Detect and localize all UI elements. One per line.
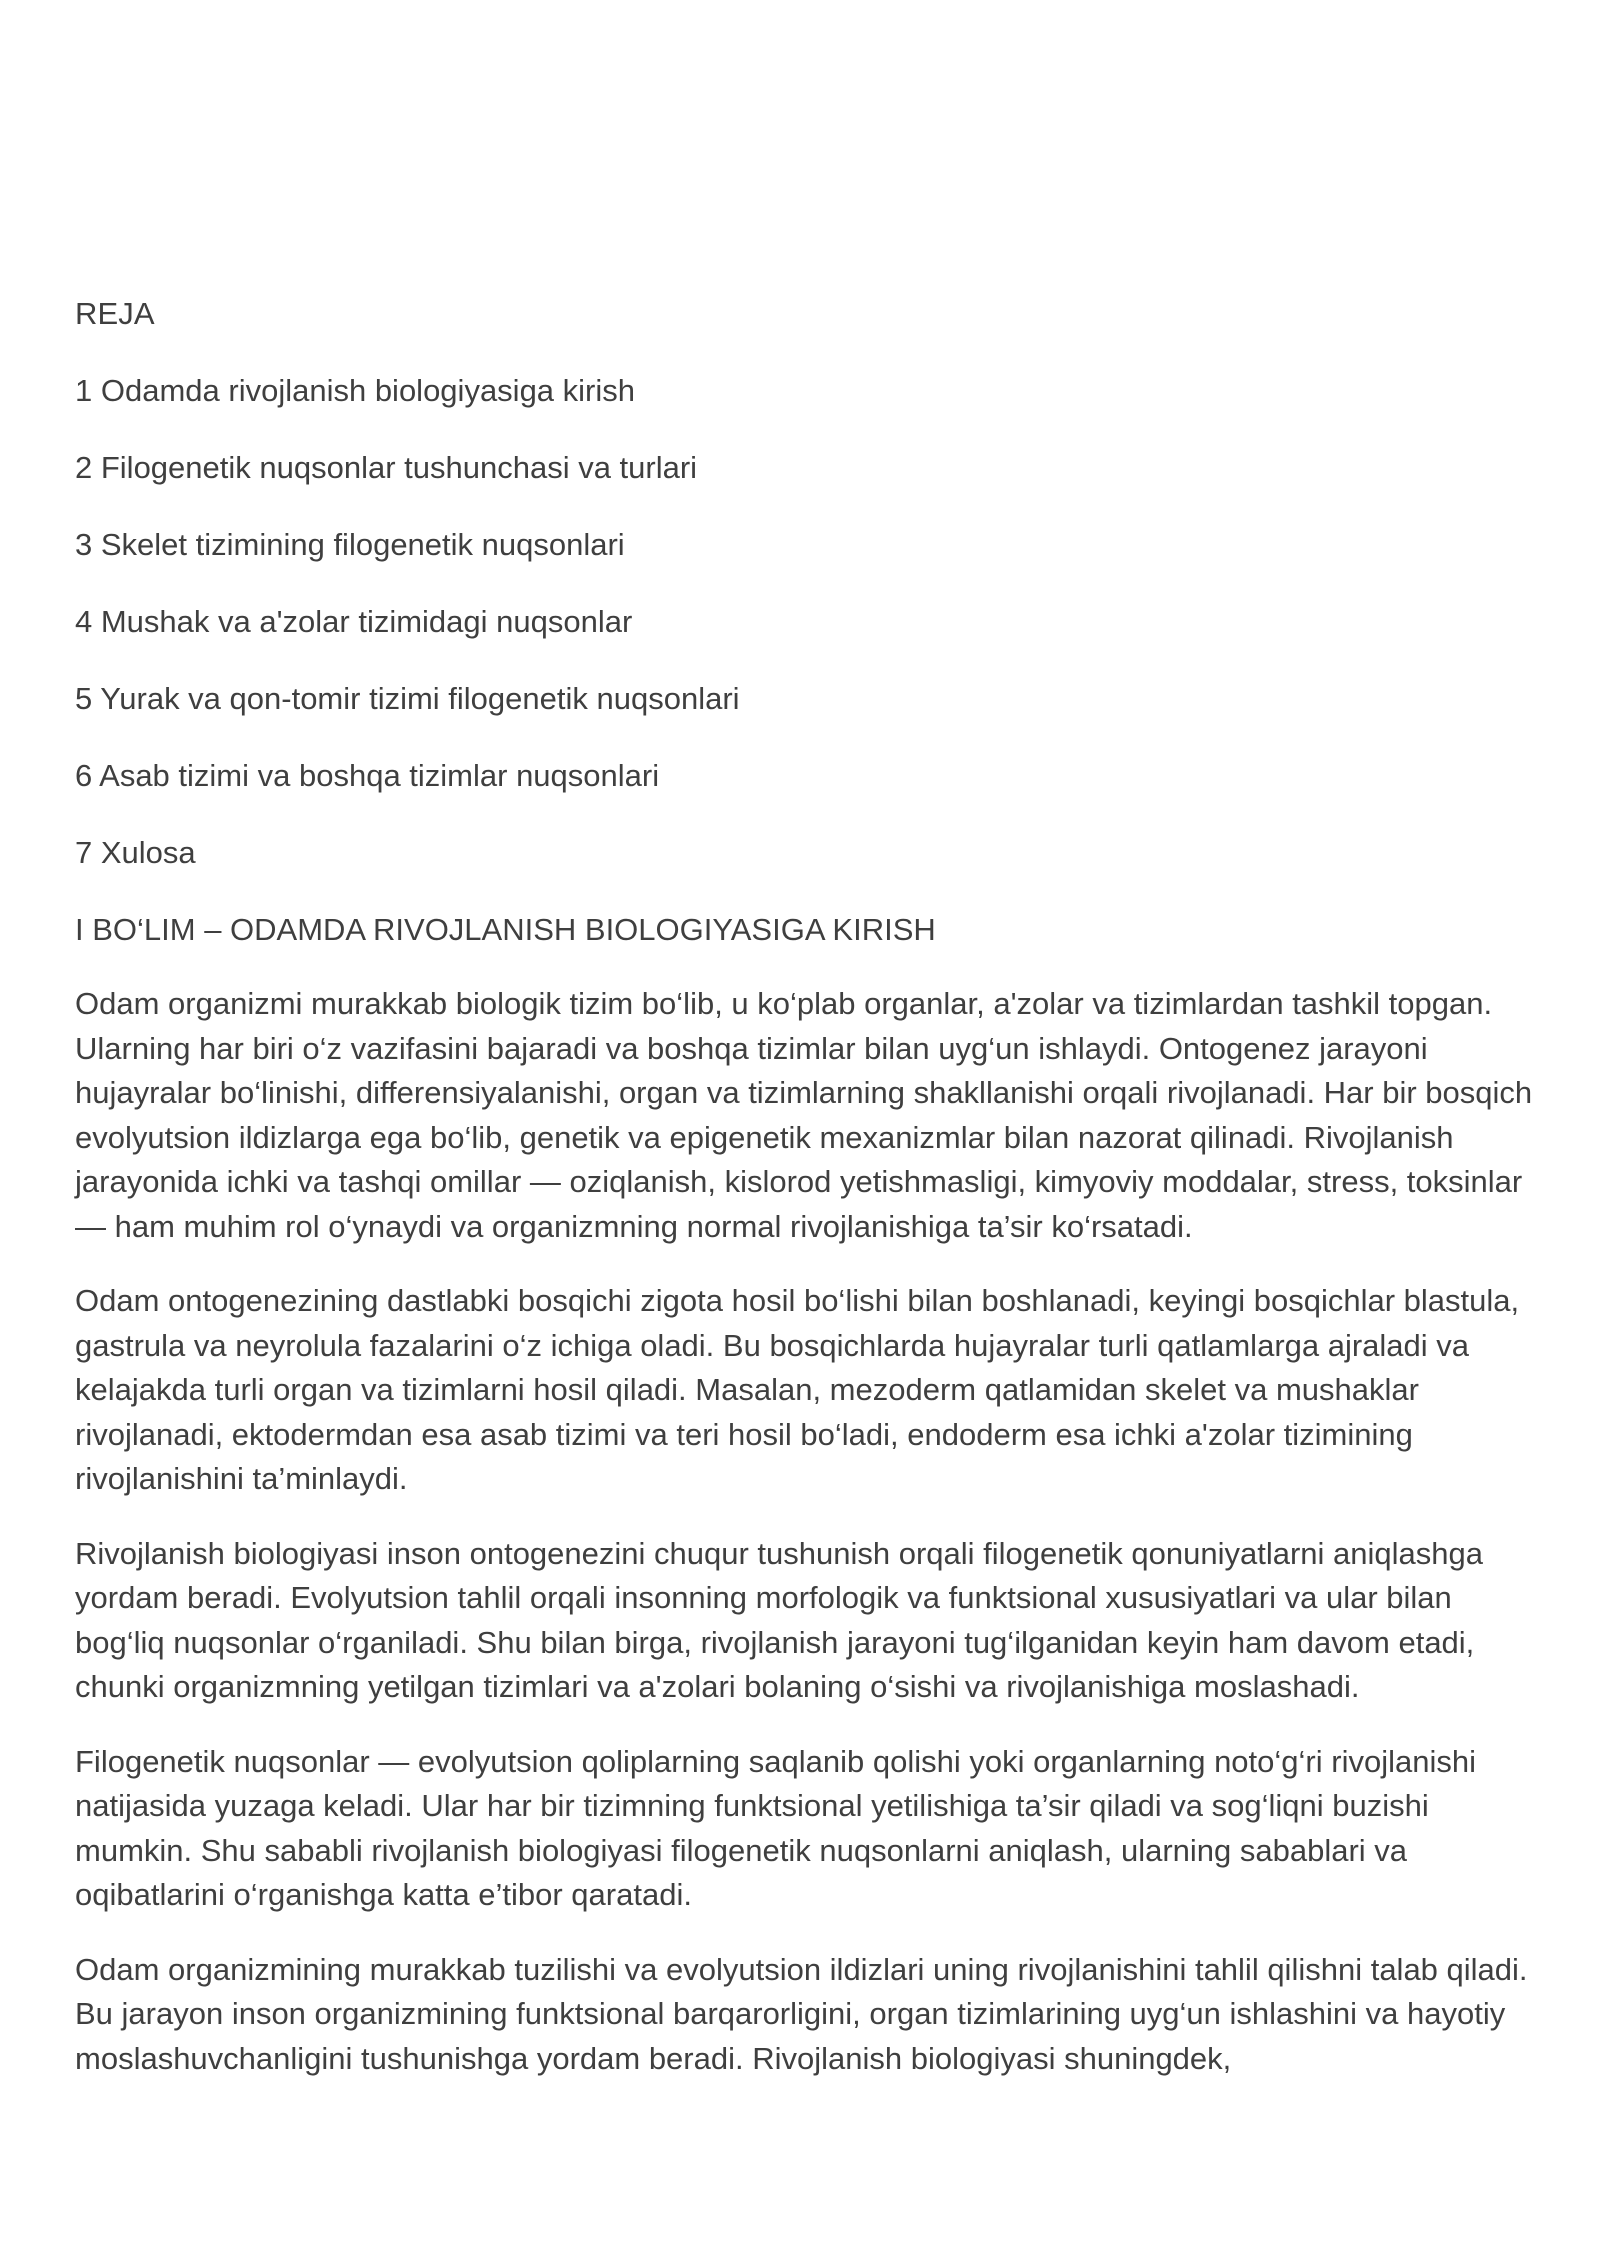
plan-item: 7 Xulosa	[75, 835, 196, 870]
document-page	[75, 292, 1535, 2111]
plan-list	[75, 369, 1535, 875]
plan-title: REJA	[75, 296, 155, 331]
plan-item: 3 Skelet tizimining filogenetik nuqsonlari	[75, 527, 625, 562]
plan-item: 6 Asab tizimi va boshqa tizimlar nuqsonlari	[75, 758, 660, 793]
body-paragraph: Odam organizmining murakkab tuzilishi va evolyutsion ildizlari uning rivojlanishini tahlil qilishni talab qiladi. Bu jarayon inson organizmining funktsional barqarorligini, organ tizimlarining uyg‘un ishlashini va hayotiy moslashuvchanligini tushunishga yordam beradi. Rivojlanish biologiyasi shuningdek,	[75, 1951, 1528, 2076]
plan-item: 1 Odamda rivojlanish biologiyasiga kirish	[75, 373, 635, 408]
body-paragraph: Filogenetik nuqsonlar — evolyutsion qoliplarning saqlanib qolishi yoki organlarning noto‘g‘ri rivojlanishi natijasida yuzaga keladi. Ular har bir tizimning funktsional yetilishiga ta’sir qiladi va sog‘liqni buzishi mumkin. Shu sababli rivojlanish biologiyasi filogenetik nuqsonlarni aniqlash, ularning sabablari va oqibatlarini o‘rganishga katta e’tibor qaratadi.	[75, 1743, 1476, 1912]
body-paragraph: Rivojlanish biologiyasi inson ontogenezini chuqur tushunish orqali filogenetik qonuniyatlarni aniqlashga yordam beradi. Evolyutsion tahlil orqali insonning morfologik va funktsional xususiyatlari va ular bilan bog‘liq nuqsonlar o‘rganiladi. Shu bilan birga, rivojlanish jarayoni tug‘ilganidan keyin ham davom etadi, chunki organizmning yetilgan tizimlari va a'zolari bolaning o‘sishi va rivojlanishiga moslashadi.	[75, 1535, 1483, 1704]
plan-item: 2 Filogenetik nuqsonlar tushunchasi va turlari	[75, 450, 698, 485]
body-paragraph: Odam organizmi murakkab biologik tizim bo‘lib, u ko‘plab organlar, a'zolar va tizimlardan tashkil topgan. Ularning har biri o‘z vazifasini bajaradi va boshqa tizimlar bilan uyg‘un ishlaydi. Ontogenez jarayoni hujayralar bo‘linishi, differensiyalanishi, organ va tizimlarning shakllanishi orqali rivojlanadi. Har bir bosqich evolyutsion ildizlarga ega bo‘lib, genetik va epigenetik mexanizmlar bilan nazorat qilinadi. Rivojlanish jarayonida ichki va tashqi omillar — oziqlanish, kislorod yetishmasligi, kimyoviy moddalar, stress, toksinlar — ham muhim rol o‘ynaydi va organizmning normal rivojlanishiga ta’sir ko‘rsatadi.	[75, 986, 1533, 1244]
plan-item: 4 Mushak va a'zolar tizimidagi nuqsonlar	[75, 604, 633, 639]
plan-item: 5 Yurak va qon-tomir tizimi filogenetik nuqsonlari	[75, 681, 740, 716]
body-paragraph: Odam ontogenezining dastlabki bosqichi zigota hosil bo‘lishi bilan boshlanadi, keyingi bosqichlar blastula, gastrula va neyrolula fazalarini o‘z ichiga oladi. Bu bosqichlarda hujayralar turli qatlamlarga ajraladi va kelajakda turli organ va tizimlarni hosil qiladi. Masalan, mezoderm qatlamidan skelet va mushaklar rivojlanadi, ektodermdan esa asab tizimi va teri hosil bo‘ladi, endoderm esa ichki a'zolar tizimining rivojlanishini ta’minlaydi.	[75, 1283, 1520, 1496]
section-title: I BO‘LIM – ODAMDA RIVOJLANISH BIOLOGIYASIGA KIRISH	[75, 912, 936, 947]
